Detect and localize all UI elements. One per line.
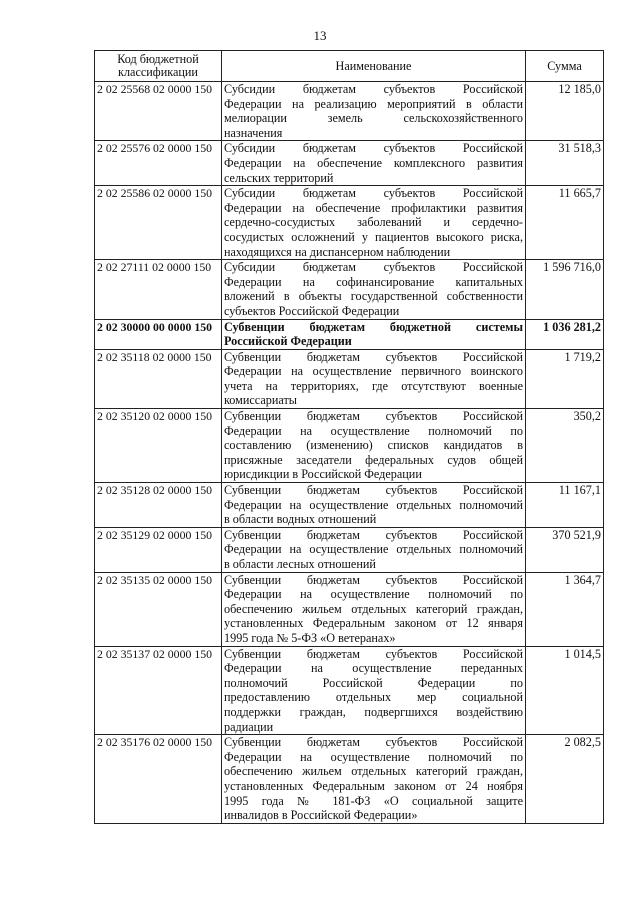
row-name-line: Субвенции бюджетам субъектов Российской <box>224 349 523 364</box>
row-name <box>222 409 526 483</box>
header-code: Код бюджетной классификации <box>95 51 222 82</box>
row-name <box>222 735 526 824</box>
row-code: 2 02 30000 00 0000 150 <box>95 319 222 349</box>
header-name: Наименование <box>222 51 526 82</box>
header-sum: Сумма <box>526 51 604 82</box>
table-row <box>95 735 604 824</box>
row-name-line: Субвенции бюджетам субъектов Российской <box>224 527 523 542</box>
row-name <box>222 527 526 572</box>
row-name-line: предоставлению отдельных мер социальной <box>224 690 523 705</box>
row-name <box>222 186 526 260</box>
row-name <box>222 141 526 186</box>
budget-table <box>94 50 604 824</box>
row-name-line: обеспечению жильем отдельных категорий граждан, <box>224 601 523 616</box>
table-row <box>95 349 604 408</box>
row-name-line: назначения <box>224 125 283 140</box>
row-name-line: Субвенции бюджетам бюджетной системы <box>224 319 523 334</box>
row-name-line: Субвенции бюджетам субъектов Российской <box>224 409 523 424</box>
row-name <box>222 260 526 319</box>
row-sum: 11 665,7 <box>526 186 604 260</box>
row-code: 2 02 27111 02 0000 150 <box>95 260 222 319</box>
table-row <box>95 186 604 260</box>
row-name <box>222 319 526 349</box>
table-body <box>95 82 604 824</box>
row-name-line: 1995 года № 5-ФЗ «О ветеранах» <box>224 630 396 645</box>
row-name-line: полномочий Российской Федерации по <box>224 675 523 690</box>
row-name-line: обеспечению жильем отдельных категорий граждан, <box>224 764 523 779</box>
row-sum: 1 596 716,0 <box>526 260 604 319</box>
row-name-line: 1995 года № 181-ФЗ «О социальной защите <box>224 793 523 808</box>
row-name-line: Федерации на осуществление полномочий по <box>224 749 523 764</box>
row-name-line: Субвенции бюджетам субъектов Российской <box>224 572 523 587</box>
row-name-line: юрисдикции в Российской Федерации <box>224 467 422 482</box>
row-name-line: Федерации на обеспечение комплексного развития <box>224 155 523 170</box>
row-name-line: Федерации на осуществление переданных <box>224 661 523 676</box>
row-name-line: Федерации на осуществление полномочий по <box>224 587 523 602</box>
row-sum: 370 521,9 <box>526 527 604 572</box>
row-name-line: Федерации на осуществление отдельных полномочий <box>224 497 523 512</box>
row-name <box>222 572 526 646</box>
row-name-line: учета на территориях, где отсутствуют военные <box>224 378 523 393</box>
row-name-line: Субвенции бюджетам субъектов Российской <box>224 483 523 498</box>
row-sum: 11 167,1 <box>526 483 604 528</box>
table-row <box>95 319 604 349</box>
row-name-line: радиации <box>224 719 274 734</box>
row-code: 2 02 35120 02 0000 150 <box>95 409 222 483</box>
table-row <box>95 260 604 319</box>
row-name-line: Субсидии бюджетам субъектов Российской <box>224 186 523 201</box>
row-sum: 1 364,7 <box>526 572 604 646</box>
table-row <box>95 646 604 735</box>
row-name-line: Российской Федерации <box>224 334 352 349</box>
row-name-line: установленных Федеральным законом от 24 ноября <box>224 778 523 793</box>
row-name-line: в области лесных отношений <box>224 557 376 571</box>
row-name-line: Федерации на осуществление полномочий по <box>224 423 523 438</box>
row-name-line: мелиорации земель сельскохозяйственного <box>224 111 523 126</box>
table-row <box>95 572 604 646</box>
table-row <box>95 409 604 483</box>
table-row <box>95 483 604 528</box>
row-sum: 350,2 <box>526 409 604 483</box>
row-name <box>222 82 526 141</box>
row-name-line: Федерации на осуществление отдельных полномочий <box>224 542 523 557</box>
row-name-line: вложений в объекты государственной собственности <box>224 289 523 304</box>
row-name-line: Федерации на реализацию мероприятий в области <box>224 96 523 111</box>
row-name-line: Федерации на обеспечение профилактики развития <box>224 200 523 215</box>
row-code: 2 02 35135 02 0000 150 <box>95 572 222 646</box>
row-name-line: поддержки граждан, подвергшихся воздействию <box>224 704 523 719</box>
table-row <box>95 527 604 572</box>
row-name-line: Субвенции бюджетам субъектов Российской <box>224 646 523 661</box>
row-name-line: Федерации на софинансирование капитальных <box>224 274 523 289</box>
page-number: 13 <box>313 28 327 43</box>
row-name-line: установленных Федеральным законом от 12 января <box>224 616 523 631</box>
row-sum: 1 014,5 <box>526 646 604 735</box>
row-name-line: находящихся на диспансерном наблюдении <box>224 244 451 259</box>
row-name-line: Федерации на осуществление первичного воинского <box>224 364 523 379</box>
row-code: 2 02 25586 02 0000 150 <box>95 186 222 260</box>
row-name-line: комиссариаты <box>224 393 297 408</box>
row-name-line: присяжные заседатели федеральных судов общей <box>224 452 523 467</box>
row-sum: 1 719,2 <box>526 349 604 408</box>
row-sum: 2 082,5 <box>526 735 604 824</box>
row-code: 2 02 35137 02 0000 150 <box>95 646 222 735</box>
row-name-line: Субвенции бюджетам субъектов Российской <box>224 735 523 750</box>
row-name-line: сельских территорий <box>224 170 334 185</box>
row-name-line: составлению (изменению) списков кандидатов в <box>224 438 523 453</box>
row-name-line: субъектов Российской Федерации <box>224 303 400 318</box>
row-name <box>222 646 526 735</box>
table-header-row <box>95 51 604 82</box>
row-code: 2 02 25576 02 0000 150 <box>95 141 222 186</box>
row-name-line: Субсидии бюджетам субъектов Российской <box>224 82 523 96</box>
row-sum: 1 036 281,2 <box>526 319 604 349</box>
row-name-line: в области водных отношений <box>224 512 377 527</box>
row-name-line: сердечно-сосудистых заболеваний и сердечно- <box>224 215 523 230</box>
row-code: 2 02 35118 02 0000 150 <box>95 349 222 408</box>
row-sum: 31 518,3 <box>526 141 604 186</box>
table-row <box>95 141 604 186</box>
row-code: 2 02 25568 02 0000 150 <box>95 82 222 141</box>
row-code: 2 02 35129 02 0000 150 <box>95 527 222 572</box>
row-name-line: сосудистых осложнений у пациентов высокого риска, <box>224 229 523 244</box>
row-name-line: Субсидии бюджетам субъектов Российской <box>224 260 523 275</box>
row-code: 2 02 35128 02 0000 150 <box>95 483 222 528</box>
row-name <box>222 483 526 528</box>
row-name-line: Субсидии бюджетам субъектов Российской <box>224 141 523 156</box>
row-code: 2 02 35176 02 0000 150 <box>95 735 222 824</box>
row-sum: 12 185,0 <box>526 82 604 141</box>
row-name <box>222 349 526 408</box>
row-name-line: инвалидов в Российской Федерации» <box>224 808 418 823</box>
table-row <box>95 82 604 141</box>
